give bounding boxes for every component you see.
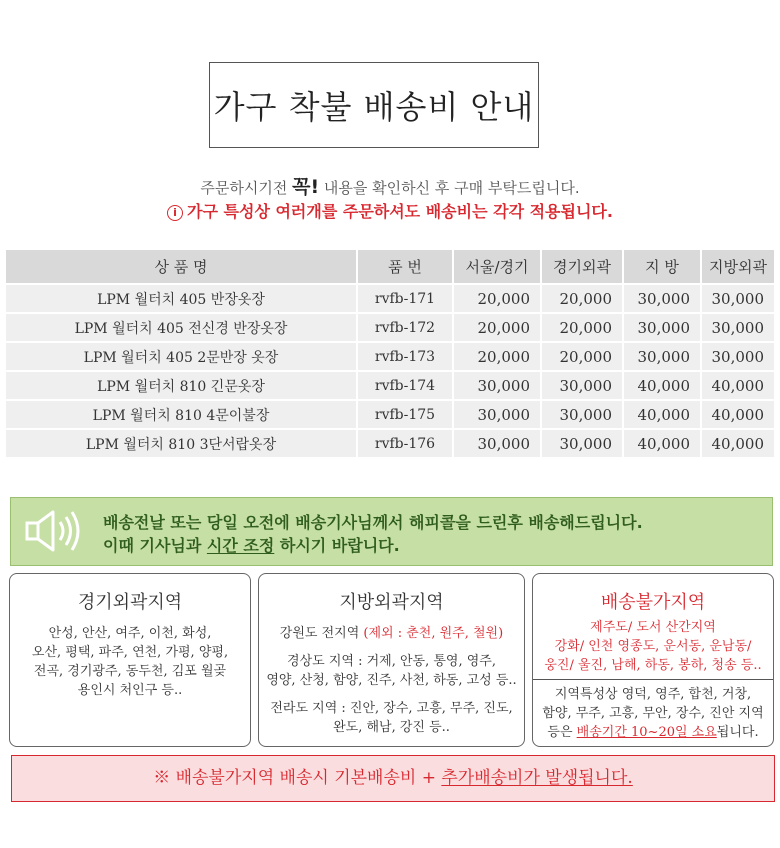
price-province: 30,000 [624,341,702,370]
page-title: 가구 착불 배송비 안내 [209,62,539,148]
notice-line-2 [0,199,780,222]
price-seoul: 20,000 [454,312,542,341]
unavailable-line: 강화/ 인천 영종도, 운서동, 운남동/ [554,639,752,654]
jeolla-line-1: 전라도 지역 : 진안, 장수, 고흥, 무주, 진도, [270,701,513,716]
price-seoul: 20,000 [454,341,542,370]
gangwon-exclusion: (제외 : 춘천, 원주, 철원) [363,626,504,641]
price-province-outskirts: 40,000 [702,370,774,399]
special-region-line: 함양, 무주, 고흥, 무안, 장수, 진안 지역 [542,706,764,721]
price-province: 40,000 [624,370,702,399]
header-gyeonggi-outskirts: 경기외곽 [542,250,624,283]
delivery-call-line-2 [103,533,400,556]
product-name: LPM 월터치 810 4문이불장 [6,399,358,428]
header-province-outskirts: 지방외곽 [702,250,774,283]
notice-warning-text: 가구 특성상 여러개를 주문하셔도 배송비는 각각 적용됩니다. [187,202,613,221]
notice-text-before: 주문하시기전 [200,179,293,197]
region-title: 지방외곽지역 [339,592,444,613]
price-gyeonggi-outskirts: 20,000 [542,341,624,370]
region-title: 경기외곽지역 [77,592,183,613]
time-adjust-emphasis: 시간 조정 [206,536,275,555]
delivery-call-text-after: 하시기 바랍니다. [274,536,400,555]
price-province-outskirts: 40,000 [702,428,774,457]
product-name: LPM 월터치 405 전신경 반장옷장 [6,312,358,341]
region-line: 오산, 평택, 파주, 연천, 가평, 양평, [31,645,229,660]
price-gyeonggi-outskirts: 20,000 [542,312,624,341]
price-province: 40,000 [624,399,702,428]
special-region-last-line [533,723,773,742]
price-seoul: 20,000 [454,283,542,312]
unavailable-line: 웅진/ 울진, 남해, 하동, 봉하, 청송 등.. [544,658,762,673]
product-code: rvfb-171 [358,283,454,312]
price-gyeonggi-outskirts: 30,000 [542,428,624,457]
header-seoul-gyeonggi: 서울/경기 [454,250,542,283]
region-title: 배송불가지역 [600,592,706,613]
notice-emphasis: 꼭! [292,176,320,198]
header-province: 지 방 [624,250,702,283]
price-province-outskirts: 30,000 [702,312,774,341]
product-code: rvfb-175 [358,399,454,428]
delivery-period-emphasis: 배송기간 10~20일 소요 [576,725,717,740]
region-line: 용인시 처인구 등.. [77,683,183,698]
price-gyeonggi-outskirts: 20,000 [542,283,624,312]
price-province-outskirts: 40,000 [702,399,774,428]
table-header-row [6,250,774,283]
jeolla-line-2: 완도, 해남, 강진 등.. [333,720,450,735]
shipping-price-table [6,250,774,457]
price-gyeonggi-outskirts: 30,000 [542,370,624,399]
product-name: LPM 월터치 810 3단서랍옷장 [6,428,358,457]
table-row [6,312,774,341]
unavailable-line: 제주도/ 도서 산간지역 [590,620,716,635]
product-name: LPM 월터치 810 긴문옷장 [6,370,358,399]
notice-text-after: 내용을 확인하신 후 구매 부탁드립니다. [319,179,580,197]
extra-fee-notice [11,755,775,802]
extra-fee-text: ※ 배송불가지역 배송시 기본배송비 + [153,768,442,788]
table-row [6,341,774,370]
delivery-call-notice [10,497,773,566]
product-code: rvfb-173 [358,341,454,370]
unavailable-region-box [532,573,774,747]
product-code: rvfb-176 [358,428,454,457]
product-name: LPM 월터치 405 2문반장 옷장 [6,341,358,370]
region-line: 안성, 안산, 여주, 이천, 화성, [48,626,212,641]
gyeongsang-line-2: 영양, 산청, 함양, 진주, 사천, 하동, 고성 등.. [266,673,517,688]
price-seoul: 30,000 [454,370,542,399]
delivery-call-text-before: 이때 기사님과 [103,536,207,555]
special-region-text-after: 됩니다. [716,725,759,740]
special-region-text-before: 등은 [547,725,577,740]
special-region-line: 지역특성상 영덕, 영주, 합천, 거창, [554,687,752,702]
speaker-icon [25,508,87,554]
delivery-call-line-1: 배송전날 또는 당일 오전에 배송기사님께서 해피콜을 드린후 배송해드립니다. [103,513,643,532]
extra-fee-emphasis: 추가배송비가 발생됩니다. [441,768,633,788]
table-row [6,399,774,428]
gangwon-line [259,624,524,643]
notice-line-1 [0,172,780,199]
table-row [6,283,774,312]
price-seoul: 30,000 [454,399,542,428]
product-name: LPM 월터치 405 반장옷장 [6,283,358,312]
header-product-code: 품 번 [358,250,454,283]
price-province: 30,000 [624,312,702,341]
product-code: rvfb-172 [358,312,454,341]
price-gyeonggi-outskirts: 30,000 [542,399,624,428]
product-code: rvfb-174 [358,370,454,399]
gyeongsang-line-1: 경상도 지역 : 거제, 안동, 통영, 영주, [287,654,496,669]
table-row [6,370,774,399]
region-divider [533,679,773,680]
header-product-name: 상 품 명 [6,250,358,283]
price-province: 30,000 [624,283,702,312]
province-outskirts-region-box [258,573,525,747]
info-circle-icon: i [167,205,183,221]
price-province-outskirts: 30,000 [702,341,774,370]
gangwon-text: 강원도 전지역 [279,626,364,641]
table-row [6,428,774,457]
gyeonggi-outskirts-region-box [9,573,251,747]
price-province: 40,000 [624,428,702,457]
price-province-outskirts: 30,000 [702,283,774,312]
region-line: 전곡, 경기광주, 동두천, 김포 월곶 [33,664,227,679]
price-seoul: 30,000 [454,428,542,457]
